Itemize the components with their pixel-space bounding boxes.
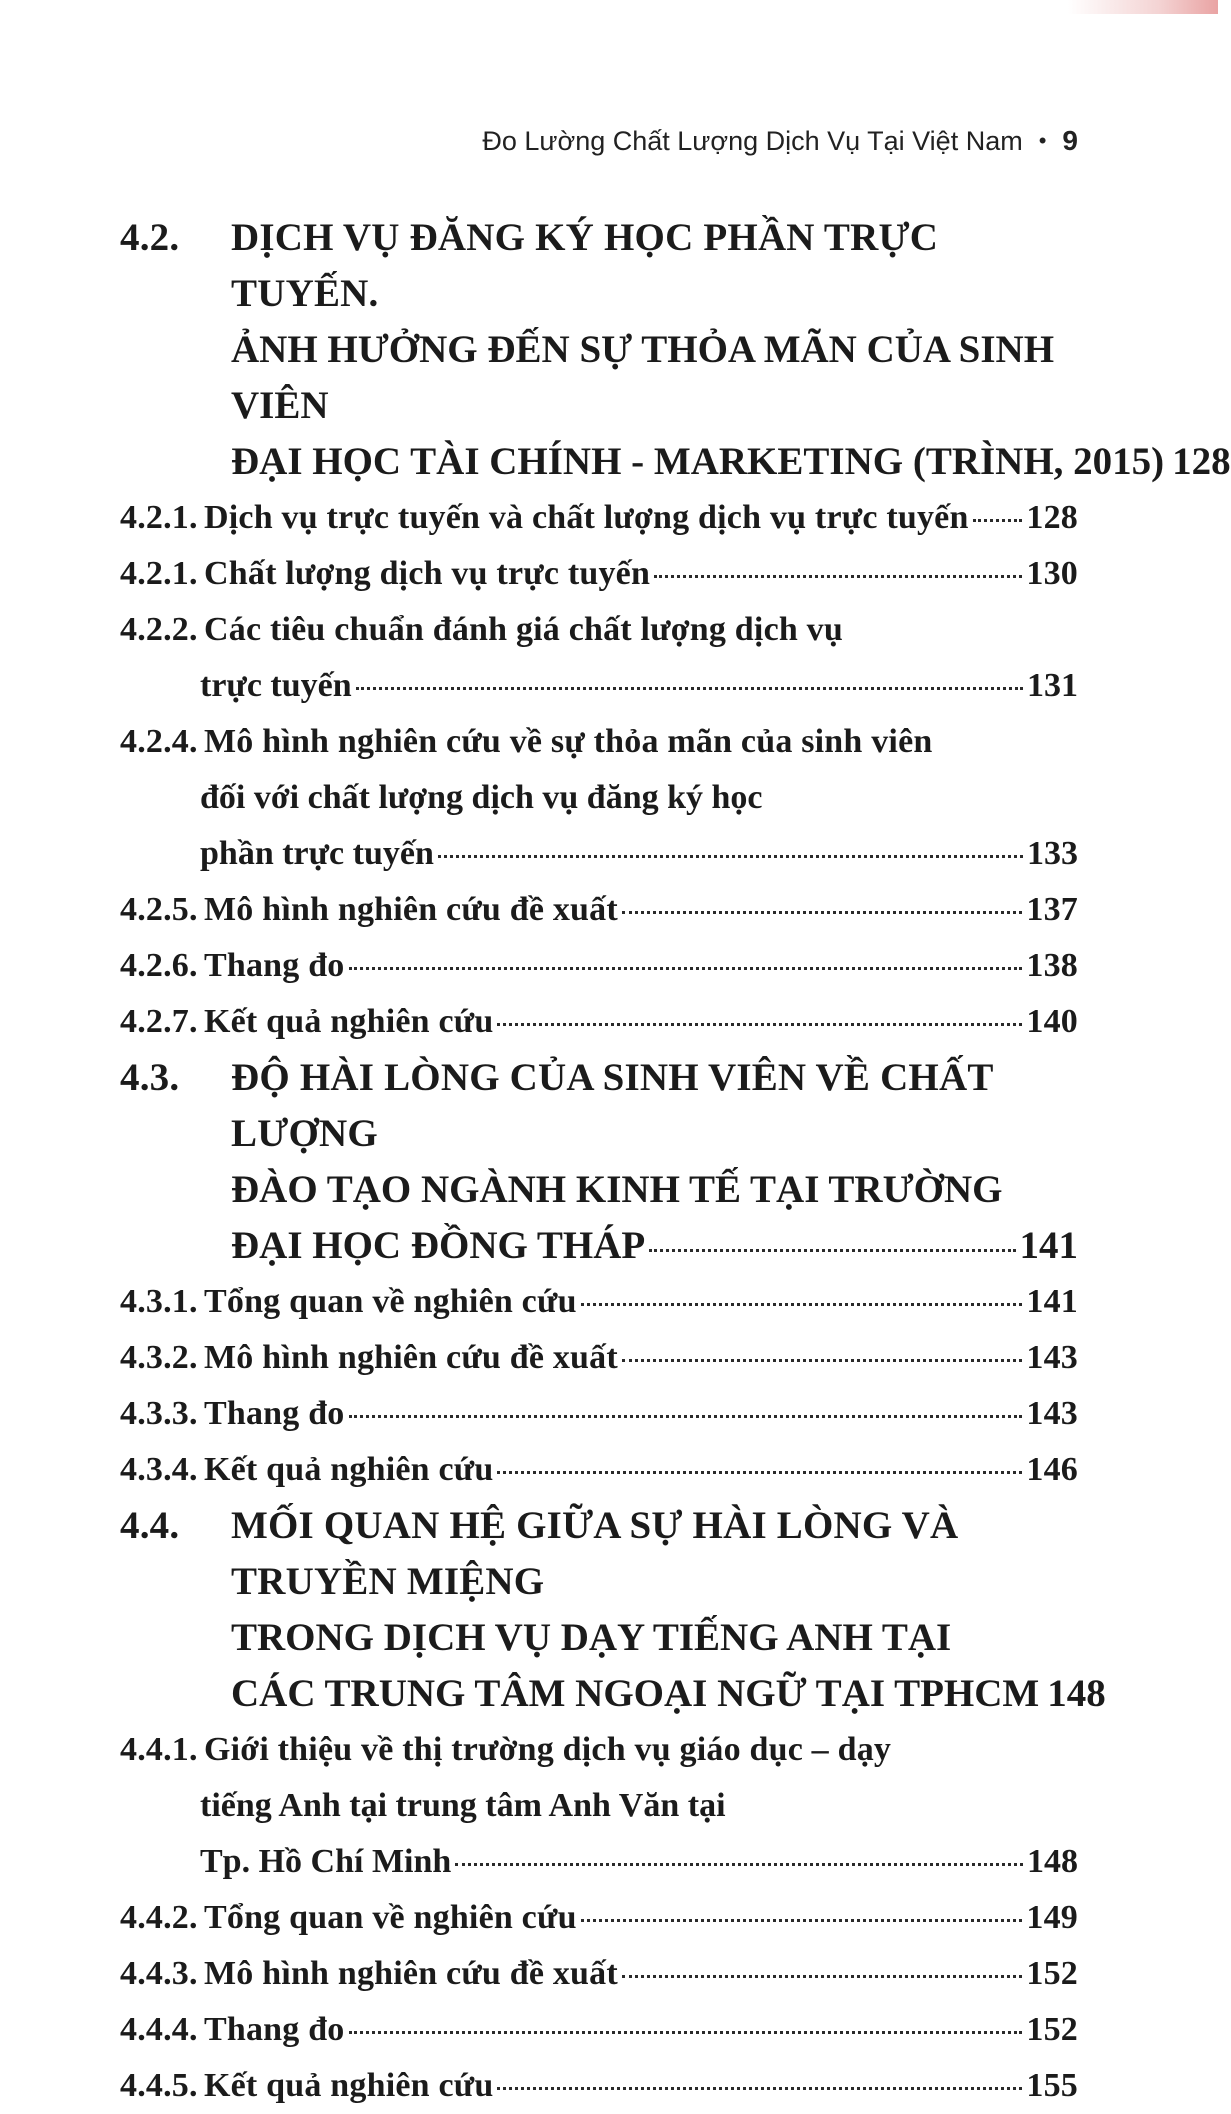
leader-dots xyxy=(349,1415,1023,1418)
toc-subsection-number: 4.2.1. xyxy=(120,499,198,536)
toc-page-number: 143 xyxy=(1026,1339,1078,1376)
page-corner-mark xyxy=(1068,0,1218,14)
toc-subsection-title: Kết quả nghiên cứu xyxy=(204,2067,494,2104)
toc-page-number: 148 xyxy=(1027,1843,1078,1880)
toc-section-title-continued: ẢNH HƯỞNG ĐẾN SỰ THỎA MÃN CỦA SINH VIÊN xyxy=(231,328,1055,427)
leader-dots xyxy=(438,855,1023,858)
toc-subsection xyxy=(120,938,1078,994)
toc-section xyxy=(120,210,1231,1050)
toc-subsection-title: Mô hình nghiên cứu về sự thỏa mãn của sinh viên xyxy=(204,723,933,760)
toc-section-heading-line xyxy=(120,1498,1078,1610)
toc-subsection-title-continued xyxy=(120,770,1078,826)
toc-subsection xyxy=(120,1722,1078,1890)
running-header-bullet: • xyxy=(1038,128,1047,153)
leader-dots xyxy=(356,687,1023,690)
toc-subsection-title: Chất lượng dịch vụ trực tuyến xyxy=(204,555,651,592)
toc-subsection-title: tiếng Anh tại trung tâm Anh Văn tại xyxy=(200,1787,726,1824)
toc-page-number: 138 xyxy=(1026,947,1078,984)
running-header-title: Đo Lường Chất Lượng Dịch Vụ Tại Việt Nam xyxy=(482,125,1023,156)
leader-dots xyxy=(349,967,1023,970)
toc-section-title-last-line xyxy=(120,434,1231,490)
toc-subsection-title: phần trực tuyến xyxy=(200,835,434,872)
toc-subsection-title: Thang đo xyxy=(204,947,345,984)
toc-section-number: 4.4. xyxy=(120,1504,180,1547)
toc-subsection-number: 4.3.4. xyxy=(120,1451,198,1488)
toc-subsection-title: Tổng quan về nghiên cứu xyxy=(204,1283,577,1320)
toc-section-title: DỊCH VỤ ĐĂNG KÝ HỌC PHẦN TRỰC TUYẾN. xyxy=(231,216,939,315)
toc-subsection xyxy=(120,994,1078,1050)
table-of-contents xyxy=(120,210,1231,2114)
toc-subsection-title: Mô hình nghiên cứu đề xuất xyxy=(204,1955,618,1992)
toc-subsection-line xyxy=(120,714,1078,770)
leader-dots xyxy=(497,2087,1022,2090)
toc-page-number: 149 xyxy=(1026,1899,1078,1936)
toc-subsection-title-continued xyxy=(120,658,1078,714)
toc-subsection-line xyxy=(120,1386,1078,1442)
toc-subsection xyxy=(120,1386,1078,1442)
toc-subsection-line xyxy=(120,602,1078,658)
toc-subsection-title: Giới thiệu về thị trường dịch vụ giáo dục – dạy xyxy=(204,1731,892,1768)
toc-page-number: 148 xyxy=(1047,1672,1106,1715)
toc-subsection-number: 4.4.5. xyxy=(120,2067,198,2104)
toc-subsection-title: Thang đo xyxy=(204,2011,345,2048)
toc-section-title: ĐẠI HỌC ĐỒNG THÁP xyxy=(231,1224,646,1267)
toc-page-number: 141 xyxy=(1026,1283,1078,1320)
toc-subsection-title: trực tuyến xyxy=(200,667,352,704)
toc-subsection-line xyxy=(120,546,1078,602)
toc-subsection-title: Tổng quan về nghiên cứu xyxy=(204,1899,577,1936)
leader-dots xyxy=(581,1919,1023,1922)
toc-subsection-number: 4.2.7. xyxy=(120,1003,198,1040)
toc-subsection-title: Kết quả nghiên cứu xyxy=(204,1451,494,1488)
leader-dots xyxy=(622,911,1023,914)
toc-subsection-number: 4.3.2. xyxy=(120,1339,198,1376)
toc-page-number: 141 xyxy=(1019,1224,1078,1267)
toc-subsection-number: 4.2.4. xyxy=(120,723,198,760)
toc-subsection-line xyxy=(120,1274,1078,1330)
toc-subsection-number: 4.2.5. xyxy=(120,891,198,928)
toc-subsection-number: 4.4.3. xyxy=(120,1955,198,1992)
leader-dots xyxy=(654,575,1022,578)
running-header xyxy=(482,125,1078,157)
toc-subsection-line xyxy=(120,1722,1078,1778)
toc-subsection xyxy=(120,1442,1078,1498)
leader-dots xyxy=(973,519,1023,522)
toc-subsection-line xyxy=(120,938,1078,994)
toc-page-number: 152 xyxy=(1026,2011,1078,2048)
toc-subsection xyxy=(120,1274,1078,1330)
toc-subsection-number: 4.3.1. xyxy=(120,1283,198,1320)
toc-page-number: 143 xyxy=(1026,1395,1078,1432)
toc-section-number: 4.3. xyxy=(120,1056,180,1099)
page-number: 9 xyxy=(1062,125,1078,156)
toc-subsection-title: đối với chất lượng dịch vụ đăng ký học xyxy=(200,779,763,816)
toc-subsection-number: 4.2.1. xyxy=(120,555,198,592)
toc-subsection-title: Mô hình nghiên cứu đề xuất xyxy=(204,1339,618,1376)
toc-subsection-number: 4.3.3. xyxy=(120,1395,198,1432)
toc-section-heading-line xyxy=(120,1050,1078,1162)
toc-subsection-line xyxy=(120,2002,1078,2058)
toc-section xyxy=(120,1498,1106,2114)
toc-subsection-title: Các tiêu chuẩn đánh giá chất lượng dịch vụ xyxy=(204,611,843,648)
leader-dots xyxy=(622,1359,1023,1362)
toc-subsection xyxy=(120,1890,1078,1946)
toc-section-title: MỐI QUAN HỆ GIỮA SỰ HÀI LÒNG VÀ TRUYỀN MIỆNG xyxy=(231,1504,959,1603)
toc-subsection-line xyxy=(120,1442,1078,1498)
toc-section-title: ĐẠI HỌC TÀI CHÍNH - MARKETING (TRÌNH, 2015) xyxy=(231,440,1165,483)
toc-subsection-title-continued xyxy=(120,1834,1078,1890)
leader-dots xyxy=(497,1471,1022,1474)
toc-subsection-line xyxy=(120,1890,1078,1946)
toc-page-number: 137 xyxy=(1026,891,1078,928)
toc-page-number: 131 xyxy=(1027,667,1078,704)
toc-subsection xyxy=(120,546,1078,602)
toc-subsection xyxy=(120,714,1078,882)
toc-subsection-number: 4.2.2. xyxy=(120,611,198,648)
toc-subsection xyxy=(120,1946,1078,2002)
toc-page-number: 133 xyxy=(1027,835,1078,872)
toc-subsection-number: 4.4.2. xyxy=(120,1899,198,1936)
toc-section-title: ĐỘ HÀI LÒNG CỦA SINH VIÊN VỀ CHẤT LƯỢNG xyxy=(231,1056,993,1155)
toc-subsection-title: Dịch vụ trực tuyến và chất lượng dịch vụ trực tuyến xyxy=(204,499,969,536)
toc-subsection-title: Mô hình nghiên cứu đề xuất xyxy=(204,891,618,928)
toc-subsection-title: Tp. Hồ Chí Minh xyxy=(200,1843,452,1880)
toc-subsection-number: 4.2.6. xyxy=(120,947,198,984)
toc-subsection-number: 4.4.4. xyxy=(120,2011,198,2048)
toc-page-number: 128 xyxy=(1026,499,1078,536)
toc-page-number: 128 xyxy=(1172,440,1231,483)
toc-subsection xyxy=(120,2058,1078,2114)
toc-page-number: 140 xyxy=(1026,1003,1078,1040)
toc-subsection-line xyxy=(120,882,1078,938)
toc-page-number: 146 xyxy=(1026,1451,1078,1488)
toc-subsection-title: Kết quả nghiên cứu xyxy=(204,1003,494,1040)
toc-section xyxy=(120,1050,1078,1498)
toc-page-number: 155 xyxy=(1026,2067,1078,2104)
toc-section-title: CÁC TRUNG TÂM NGOẠI NGỮ TẠI TPHCM xyxy=(231,1672,1040,1715)
leader-dots xyxy=(497,1023,1022,1026)
toc-section-title-continued: TRONG DỊCH VỤ DẠY TIẾNG ANH TẠI xyxy=(231,1616,952,1659)
toc-subsection xyxy=(120,490,1078,546)
toc-section-title-last-line xyxy=(120,1218,1078,1274)
toc-section-heading-line xyxy=(120,210,1078,322)
toc-subsection xyxy=(120,602,1078,714)
toc-subsection-line xyxy=(120,490,1078,546)
leader-dots xyxy=(622,1975,1023,1978)
toc-subsection-line xyxy=(120,1946,1078,2002)
toc-subsection-number: 4.4.1. xyxy=(120,1731,198,1768)
toc-section-number: 4.2. xyxy=(120,216,180,259)
toc-section-title-continued: ĐÀO TẠO NGÀNH KINH TẾ TẠI TRƯỜNG xyxy=(231,1168,1003,1211)
toc-subsection xyxy=(120,1330,1078,1386)
toc-subsection-line xyxy=(120,994,1078,1050)
toc-subsection-title: Thang đo xyxy=(204,1395,345,1432)
toc-subsection xyxy=(120,882,1078,938)
leader-dots xyxy=(649,1249,1015,1252)
leader-dots xyxy=(581,1303,1023,1306)
leader-dots xyxy=(349,2031,1023,2034)
leader-dots xyxy=(455,1863,1023,1866)
toc-page-number: 152 xyxy=(1026,1955,1078,1992)
toc-page-number: 130 xyxy=(1026,555,1078,592)
toc-subsection-line xyxy=(120,2058,1078,2114)
toc-subsection-line xyxy=(120,1330,1078,1386)
toc-subsection-title-continued xyxy=(120,826,1078,882)
toc-subsection-title-continued xyxy=(120,1778,1078,1834)
toc-subsection xyxy=(120,2002,1078,2058)
toc-section-title-last-line xyxy=(120,1666,1106,1722)
